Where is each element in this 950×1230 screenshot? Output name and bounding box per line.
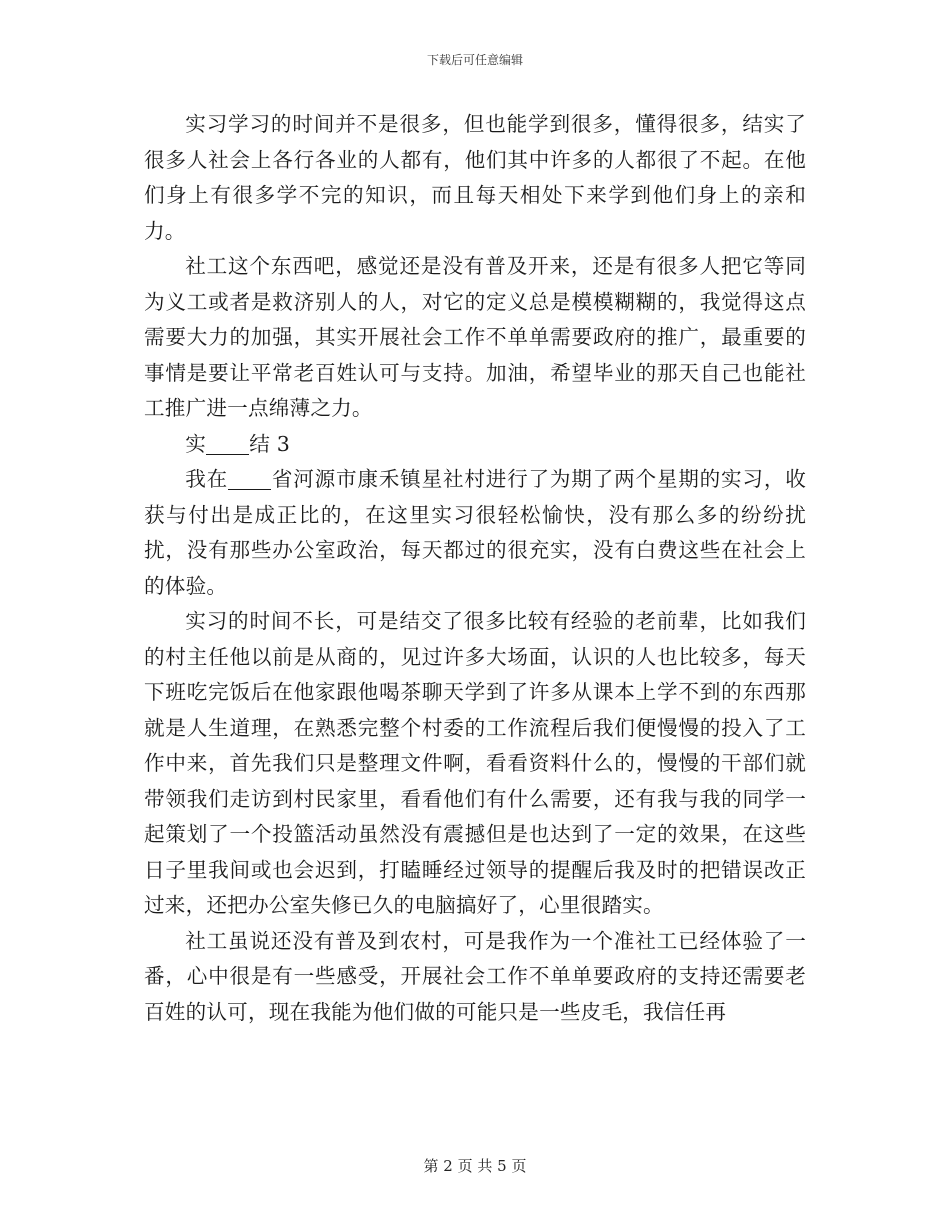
paragraph: 社工这个东西吧，感觉还是没有普及开来，还是有很多人把它等同为义工或者是救济别人的人，对它的定义总是模模糊糊的，我觉得这点需要大力的加强，其实开展社会工作不单单需要政府的推广，最重要的事情是要让平常老百姓认可与支持。加油，希望毕业的那天自己也能社工推广进一点绵薄之力。: [144, 254, 806, 420]
document-body: [144, 107, 806, 1030]
paragraph: 实习的时间不长，可是结交了很多比较有经验的老前辈，比如我们的村主任他以前是从商的，见过许多大场面，认识的人也比较多，每天下班吃完饭后在他家跟他喝茶聊天学到了许多从课本上学不到的东西那就是人生道理，在熟悉完整个村委的工作流程后我们便慢慢的投入了工作中来，首先我们只是整理文件啊，看看资料什么的，慢慢的干部们就带领我们走访到村民家里，看看他们有什么需要，还有我与我的同学一起策划了一个投篮活动虽然没有震撼但是也达到了一定的效果，在这些日子里我间或也会迟到，打瞌睡经过领导的提醒后我及时的把错误改正过来，还把办公室失修已久的电脑搞好了，心里很踏实。: [144, 609, 806, 917]
intro-rest: 省河源市康禾镇星社村进行了为期了两个星期的实习，收获与付出是成正比的，在这里实习很轻松愉快，没有那么多的纷纷扰扰，没有那些办公室政治，每天都过的很充实，没有白费这些在社会上的体验。: [144, 467, 807, 598]
section-heading: [144, 427, 806, 463]
blank-underline: [206, 433, 249, 455]
section-heading-start: 实: [185, 431, 206, 456]
page-header-note: 下载后可任意编辑: [426, 53, 523, 67]
blank-underline: [228, 468, 271, 490]
section-heading-end: 结 3: [249, 431, 291, 456]
paragraph: 社工虽说还没有普及到农村，可是我作为一个准社工已经体验了一番，心中很是有一些感受，开展社会工作不单单要政府的支持还需要老百姓的认可，现在我能为他们做的可能只是一些皮毛，我信任再: [144, 928, 806, 1024]
paragraph: [144, 462, 806, 604]
page-number: 第 2 页 共 5 页: [423, 1157, 527, 1175]
paragraph: 实习学习的时间并不是很多，但也能学到很多，懂得很多，结实了很多人社会上各行各业的人都有，他们其中许多的人都很了不起。在他们身上有很多学不完的知识，而且每天相处下来学到他们身上的亲和力。: [144, 112, 806, 243]
intro-start: 我在: [185, 467, 228, 491]
